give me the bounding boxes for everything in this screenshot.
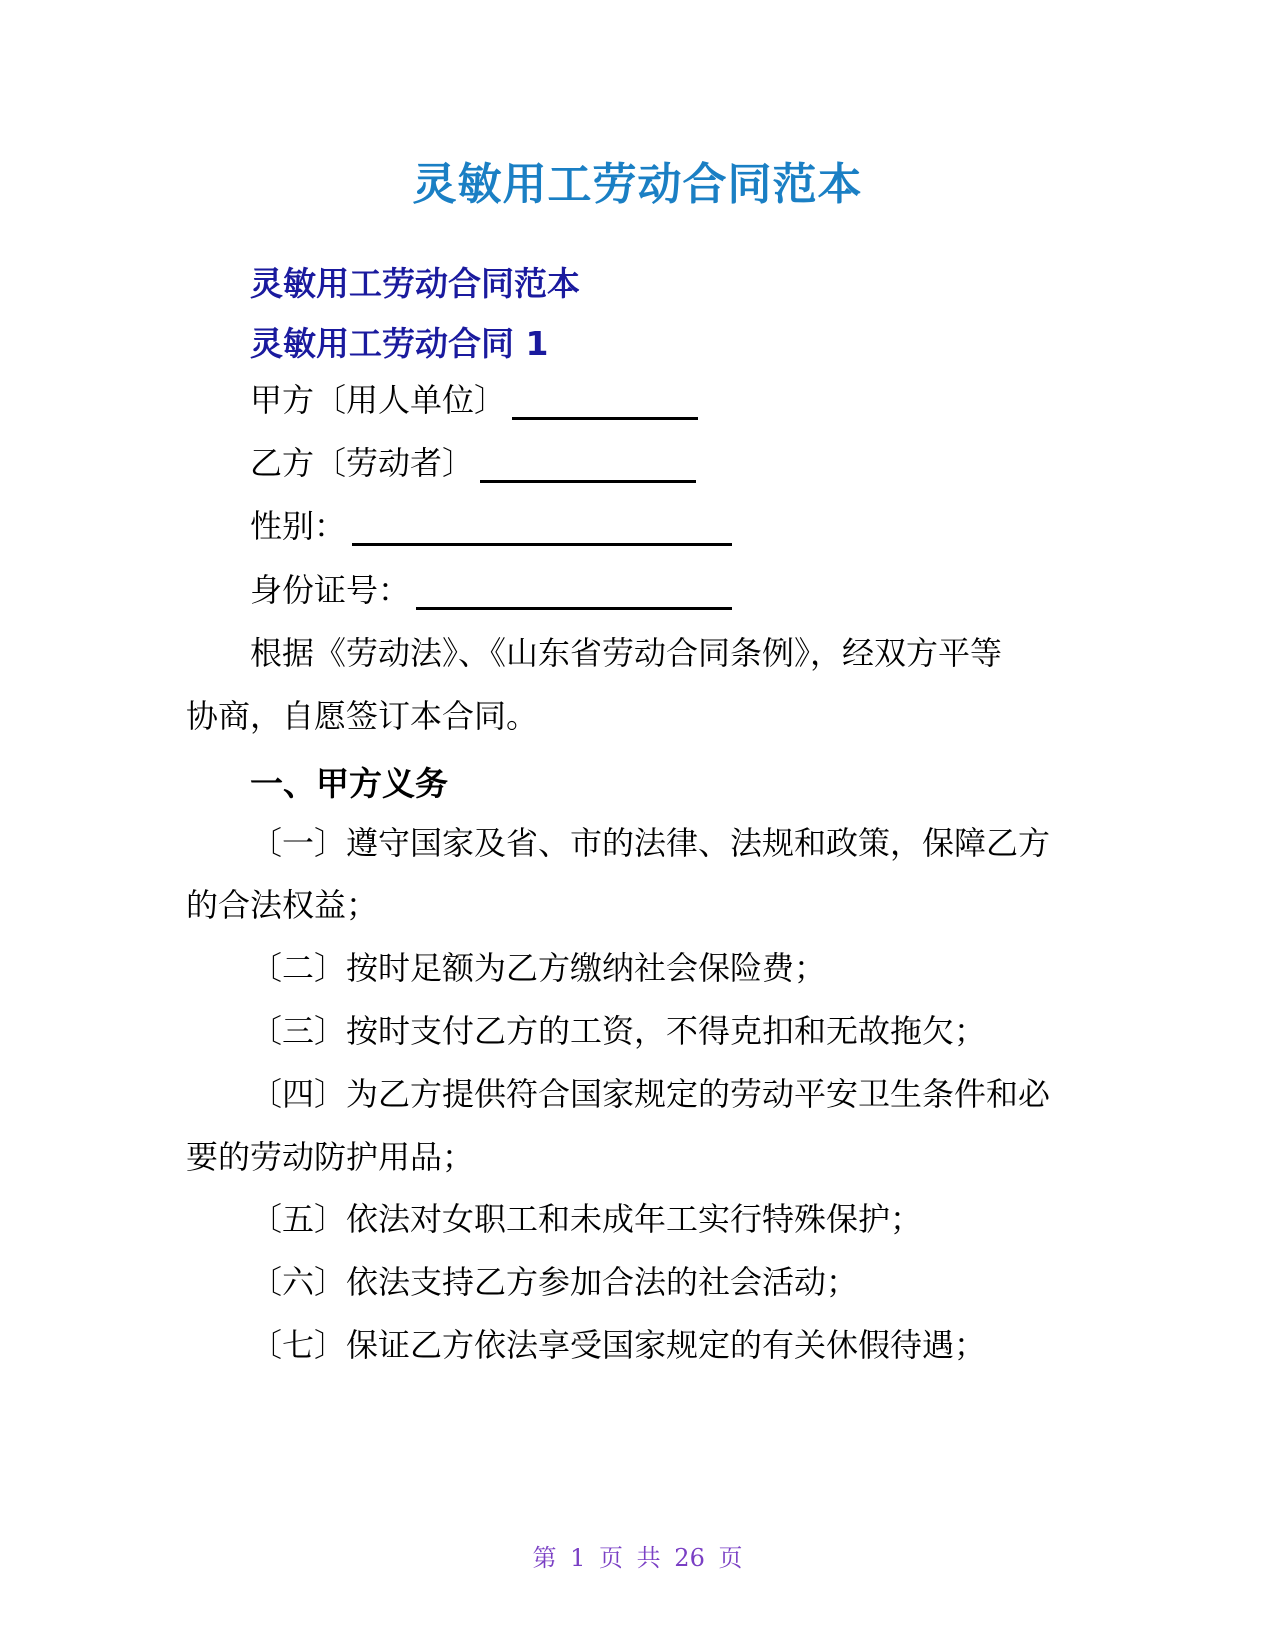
item-6: 〔六〕依法支持乙方参加合法的社会活动； [250, 1263, 859, 1301]
document-subtitle: 灵敏用工劳动合同范本 [250, 264, 580, 303]
item-1-line-2: 的合法权益； [186, 886, 379, 924]
field-id-number [250, 570, 732, 610]
contract-heading: 灵敏用工劳动合同 1 [250, 324, 549, 363]
field-party-b [250, 443, 696, 483]
page-title: 灵敏用工劳动合同范本 [412, 159, 863, 210]
field-party-b-label: 乙方〔劳动者〕 [250, 444, 475, 482]
field-id-number-blank [416, 573, 732, 610]
intro-line-2: 协商，自愿签订本合同。 [186, 697, 539, 735]
field-gender-label: 性别： [250, 507, 347, 545]
field-id-number-label: 身份证号： [250, 571, 411, 609]
item-3: 〔三〕按时支付乙方的工资，不得克扣和无故拖欠； [250, 1012, 987, 1050]
field-gender [250, 506, 732, 546]
field-party-b-blank [480, 446, 696, 483]
field-gender-blank [352, 509, 732, 546]
field-party-a-blank [512, 383, 698, 420]
field-party-a [250, 380, 698, 420]
section-1-heading: 一、甲方义务 [250, 764, 448, 803]
item-2: 〔二〕按时足额为乙方缴纳社会保险费； [250, 949, 827, 987]
intro-line-1: 根据《劳动法》、《山东省劳动合同条例》，经双方平等 [250, 634, 1003, 672]
page-footer: 第 1 页 共 26 页 [532, 1544, 743, 1572]
field-party-a-label: 甲方〔用人单位〕 [250, 381, 507, 419]
item-7: 〔七〕保证乙方依法享受国家规定的有关休假待遇； [250, 1326, 987, 1364]
item-4-line-2: 要的劳动防护用品； [186, 1138, 475, 1176]
item-5: 〔五〕依法对女职工和未成年工实行特殊保护； [250, 1200, 923, 1238]
item-1-line-1: 〔一〕遵守国家及省、市的法律、法规和政策，保障乙方 [250, 824, 1051, 862]
item-4-line-1: 〔四〕为乙方提供符合国家规定的劳动平安卫生条件和必 [250, 1075, 1051, 1113]
